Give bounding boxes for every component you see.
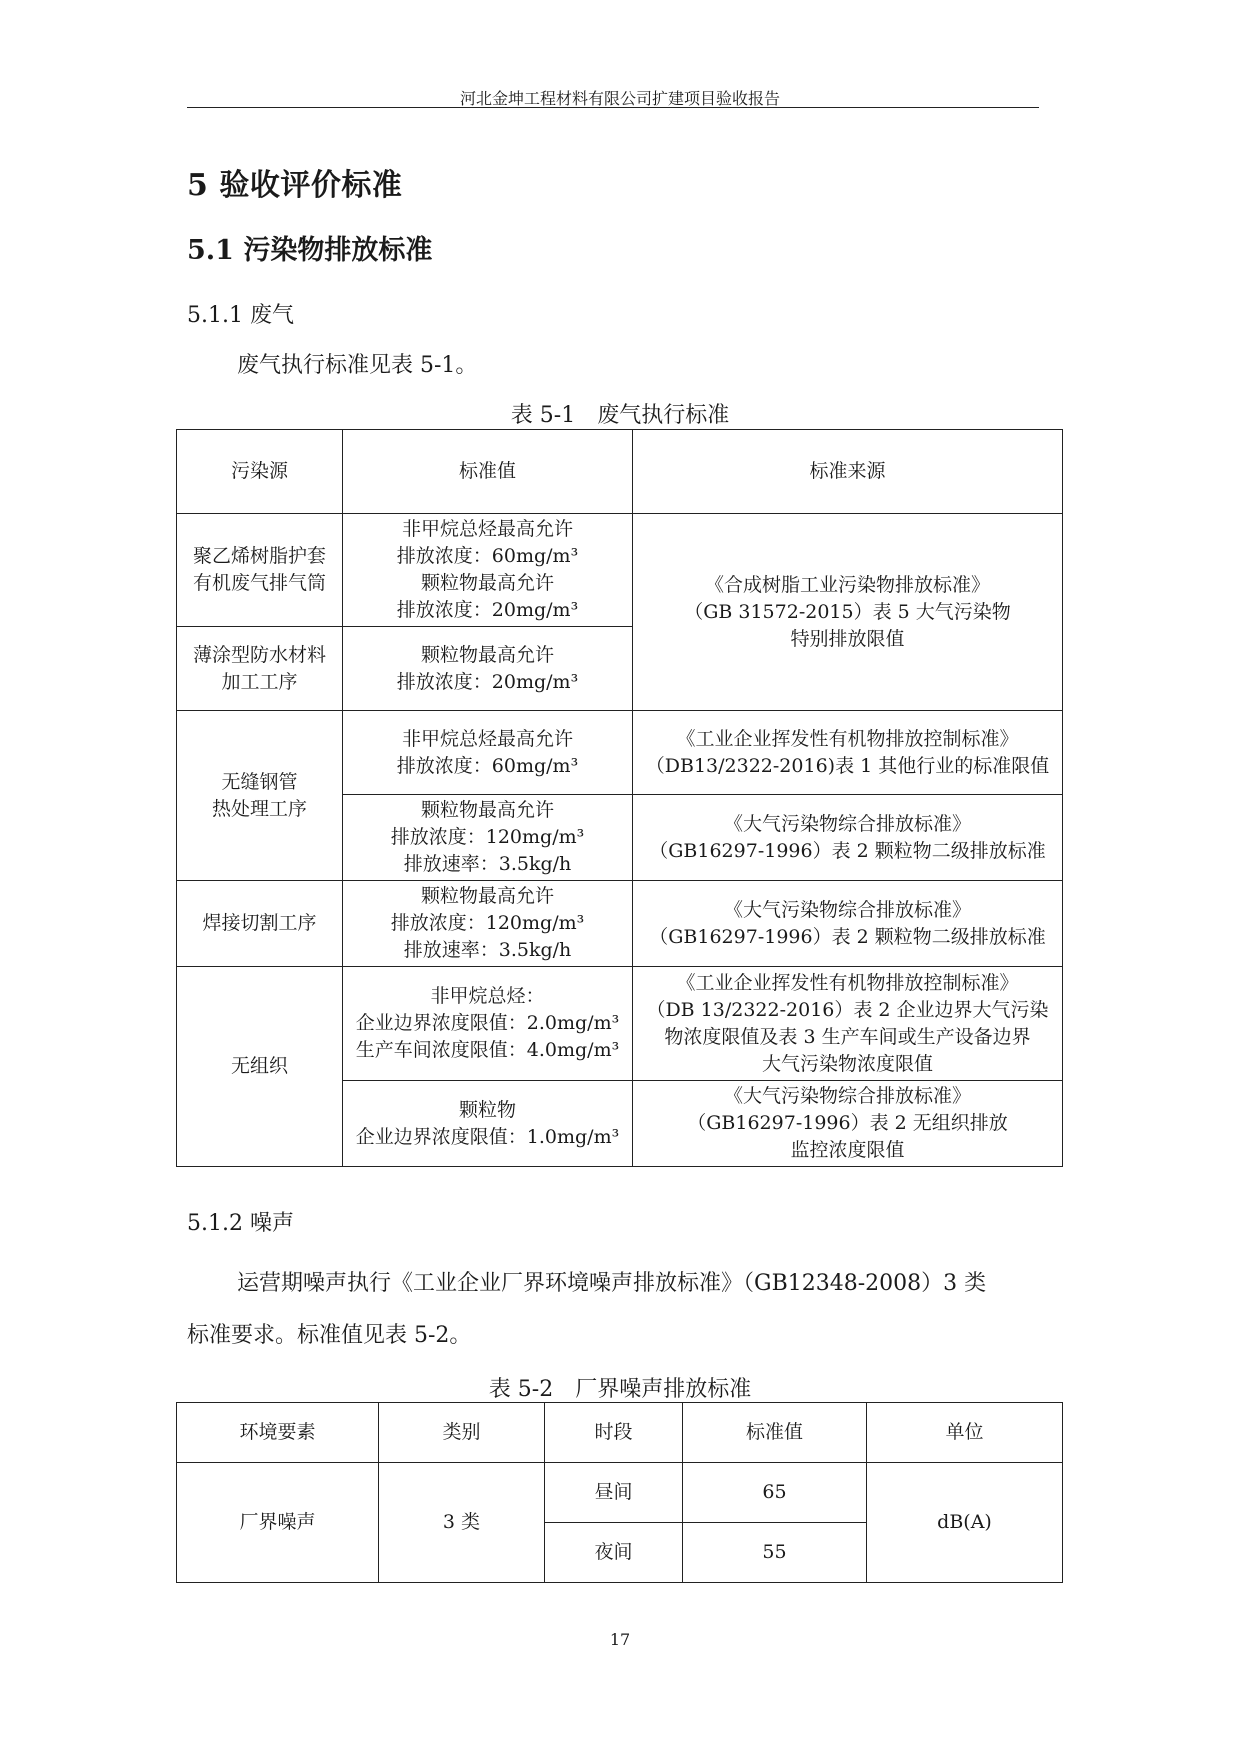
table1-cell: 颗粒物 企业边界浓度限值：1.0mg/m³ [343, 1081, 633, 1167]
table2-cell-value: 65 [683, 1463, 867, 1523]
table1-cell: 颗粒物最高允许 排放浓度：20mg/m³ [343, 627, 633, 711]
table1-cell: 颗粒物最高允许 排放浓度：120mg/m³ 排放速率：3.5kg/h [343, 881, 633, 967]
header-rule [187, 107, 1039, 108]
table2-caption: 表 5-2 厂界噪声排放标准 [488, 1377, 752, 1402]
table2-cell-category: 3 类 [379, 1463, 545, 1583]
table1-cell: 聚乙烯树脂护套 有机废气排气筒 [177, 514, 343, 627]
table1-caption: 表 5-1 废气执行标准 [510, 403, 730, 428]
table1-cell: 非甲烷总烃最高允许 排放浓度：60mg/m³ [343, 711, 633, 795]
table1-cell: 颗粒物最高允许 排放浓度：120mg/m³ 排放速率：3.5kg/h [343, 795, 633, 881]
table1-cell: 非甲烷总烃： 企业边界浓度限值：2.0mg/m³ 生产车间浓度限值：4.0mg/m³ [343, 967, 633, 1081]
subsection-heading-gas: 5.1.1 废气 [187, 303, 294, 328]
noise-paragraph-line1: 运营期噪声执行《工业企业厂界环境噪声排放标准》（GB12348-2008）3 类 [237, 1271, 987, 1296]
table2-header-unit: 单位 [867, 1403, 1063, 1463]
table1-cell: 焊接切割工序 [177, 881, 343, 967]
noise-paragraph-line2: 标准要求。标准值见表 5-2。 [187, 1323, 472, 1348]
table1-header-source: 污染源 [177, 430, 343, 514]
table1-cell: 无组织 [177, 967, 343, 1167]
table1-cell: 《工业企业挥发性有机物排放控制标准》 （DB 13/2322-2016）表 2 企业边界大气污染 物浓度限值及表 3 生产车间或生产设备边界 大气污染物浓度限值 [633, 967, 1063, 1081]
page-number: 17 [609, 1630, 631, 1649]
noise-standards-table [176, 1402, 1063, 1583]
table1-cell: 非甲烷总烃最高允许 排放浓度：60mg/m³ 颗粒物最高允许 排放浓度：20mg/m³ [343, 514, 633, 627]
table1-cell: 无缝钢管 热处理工序 [177, 711, 343, 881]
table1-cell: 《大气污染物综合排放标准》 （GB16297-1996）表 2 颗粒物二级排放标准 [633, 881, 1063, 967]
table1-cell: 薄涂型防水材料 加工工序 [177, 627, 343, 711]
table2-header-period: 时段 [545, 1403, 683, 1463]
table2-header-category: 类别 [379, 1403, 545, 1463]
gas-standards-table [176, 429, 1063, 1167]
table2-cell-value: 55 [683, 1523, 867, 1583]
table2-cell-element: 厂界噪声 [177, 1463, 379, 1583]
table2-cell-unit: dB(A) [867, 1463, 1063, 1583]
table2-cell-period: 夜间 [545, 1523, 683, 1583]
table1-header-value: 标准值 [343, 430, 633, 514]
table1-cell: 《合成树脂工业污染物排放标准》 （GB 31572-2015）表 5 大气污染物 特别排放限值 [633, 514, 1063, 711]
table2-header-value: 标准值 [683, 1403, 867, 1463]
subsection-heading-noise: 5.1.2 噪声 [187, 1211, 294, 1236]
table2-header-element: 环境要素 [177, 1403, 379, 1463]
section-heading: 5.1 污染物排放标准 [187, 235, 433, 266]
table1-cell: 《大气污染物综合排放标准》 （GB16297-1996）表 2 无组织排放 监控浓度限值 [633, 1081, 1063, 1167]
gas-intro-paragraph: 废气执行标准见表 5-1。 [237, 353, 478, 378]
chapter-heading: 5 验收评价标准 [187, 168, 403, 203]
table1-header-ref: 标准来源 [633, 430, 1063, 514]
table1-cell: 《工业企业挥发性有机物排放控制标准》 （DB13/2322-2016)表 1 其他行业的标准限值 [633, 711, 1063, 795]
table2-cell-period: 昼间 [545, 1463, 683, 1523]
running-header: 河北金坤工程材料有限公司扩建项目验收报告 [459, 89, 780, 108]
table1-cell: 《大气污染物综合排放标准》 （GB16297-1996）表 2 颗粒物二级排放标准 [633, 795, 1063, 881]
